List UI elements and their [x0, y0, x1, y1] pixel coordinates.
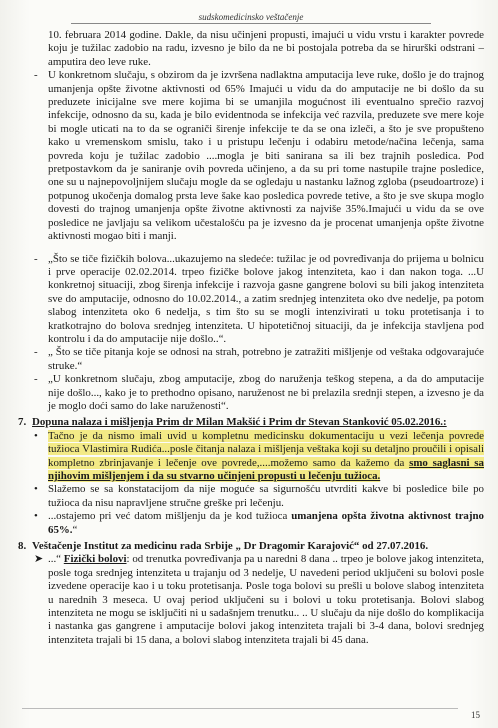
dash-marker: - — [34, 252, 38, 265]
section-number: 7. — [18, 416, 27, 429]
section-7-bullet-1 — [18, 430, 484, 484]
bold-conclusion: smo saglasni sa njihovim mišljenjem i da su stvarno učinjeni propusti u lečenju tužioca. — [48, 456, 484, 482]
document-body — [18, 29, 484, 647]
dash-marker: - — [34, 346, 38, 359]
section-8-bullet-1 — [18, 553, 484, 647]
quoted-opinion-disfigurement — [18, 373, 484, 413]
quoted-opinion-text: U konkretnom slučaju, s obzirom da je izvršena nadlaktna amputacija leve ruke, došlo je do trajnog umanjenja opšte životne aktivnosti od 65% Imajući u vidu da do amputacije ne bi došlo da su preduzete inicijalne sve mere kojima bi se umanjila mogućnost ili eventualno sprečio razvoj infekcije, odnosno da su, kada je bilo evidentnoda se infekcija već razvila, preduzete sve mere koje bi mogle uticati na to da se ograniči širenje infekcije te da se ona izleči, a što je sve propušteno kako u vremenskom smislu, tako i u pristupu lečenju i odabiru metode/načina lečenja, sama povreda koju je tužilac zadobio ....mogla je biti sanirana sa ili bez trajnih posledica. Pod pretpostavkom da je saniranje ovih povreda učinjeno, a da su pri tome nastupile trajne posledice, one su u najnepovoljnijem slučaju mogle da se ogledaju u nastanku lažnog zgloba (pseudoartroze) i potpunog ukočenja domalog prsta leve šake kao posledica povrede tetive, a što je sve skupa moglo dovesti do trajnog umanjenja opšte životne aktivnosti za najviše 35%.Imajući u vidu da se ove posledice ne javljaju sa velikom učestalošću pa je izvesno da je procenat umanjenja opšte životne aktivnosti mogao biti i manji. — [48, 69, 484, 243]
page-number: 15 — [471, 710, 480, 720]
bullet-text: : od trenutka povređivanja pa u naredni 8 dana .. trpeo je bolove jakog intenziteta, posle toga srednjeg intenziteta u trajanju od 3 nedelje, U navedeni period uključeni su bolovi posle izvedene operacije kao i u toku protetisanja. Posle toga bolovi su prešli u bolove slabog intenziteta u narednih 3 meseca. U ovaj period uključeni su i bolovi u toku protetisanja. Bolovi slabog intenziteta ne mogu se isključiti ni u sadašnjem trenutku.. .. U slučaju da nije došlo do komplikacija i nastanka gas gangrene i amputacije bolovi jakog intenziteta trajali bi 3-4 dana, bolovi srednjeg intenziteta trajali bi 15 dana, a bolovi slabog intenziteta trajali bi 45 dana. — [48, 553, 485, 646]
quoted-opinion-pain — [18, 253, 484, 347]
bullet-marker: • — [34, 429, 38, 442]
bullet-marker: • — [34, 483, 38, 496]
paragraph-continuation: 10. februara 2014 godine. Dakle, da nisu učinjeni propusti, imajući u vidu vrstu i karakter povrede koju je tužilac zadobio na radu, izvesno je bilo da ne bi postojala potreba da se hirurški odstrani – amputira deo leve ruke. — [48, 29, 484, 68]
section-heading-7 — [18, 416, 484, 429]
bullet-marker: • — [34, 510, 38, 523]
dash-marker: - — [34, 373, 38, 386]
highlighted-text — [48, 430, 484, 482]
footer-divider — [22, 708, 458, 709]
section-7-bullet-3 — [18, 510, 484, 537]
bullet-text: Tačno je da nismo imali uvid u kompletnu medicinsku dokumentaciju u vezi lečenja povrede tužioca Vlastimira Rudića...posle čitanja nalaza i mišljenja veštaka koji su detaljno proučili i opisali kompletno zbrinjavanje i lečenje ove povrede,....možemo samo da kažemo da — [48, 429, 484, 469]
closing-quote: “ — [72, 523, 78, 536]
dash-marker: - — [34, 69, 38, 82]
bullet-text: ...ostajemo pri već datom mišljenju da je kod tužioca — [48, 510, 292, 523]
quoted-opinion-amputation — [18, 69, 484, 243]
quoted-opinion-text: „U konkretnom slučaju, zbog amputacije, zbog do naruženja teškog stepena, a da do amputacije nije došlo..., kako je to prethodno opisano, naruženost ne bi prelazila srednji stepen, a izvesno je da je moglo doći samo do lake naruženosti“. — [48, 373, 484, 412]
bold-term: Fizički bolovi — [63, 553, 127, 566]
running-header: sudskomedicinsko veštačenje — [71, 12, 431, 24]
quoted-opinion-fear — [18, 346, 484, 373]
section-number: 8. — [18, 540, 27, 553]
section-heading-8 — [18, 540, 484, 553]
section-7-bullet-2 — [18, 483, 484, 510]
bullet-text: Slažemo se sa konstatacijom da nije moguće sa sigurnošću utvrditi kakve bi posledice bile po tužioca da nisu napravljene stručne greške pri lečenju. — [48, 483, 484, 509]
bold-conclusion: umanjena opšta životna aktivnost trajno 65%. — [48, 510, 484, 536]
section-title: Veštačenje Institut za medicinu rada Srbije „ Dr Dragomir Karajović“ od 27.07.2016. — [32, 540, 429, 553]
quoted-opinion-text: „ Što se tiče pitanja koje se odnosi na strah, potrebno je zatražiti mišljenje od veštaka odgovarajuće struke.“ — [48, 346, 484, 372]
arrow-marker: ➤ — [34, 553, 44, 566]
quoted-opinion-text: „Što se tiče fizičkih bolova...ukazujemo na sledeće: tužilac je od povređivanja do prijema u bolnicu i prve operacije 02.02.2014. trpeo fizičke bolove jakog intenziteta, kao i dan nakon toga. ...U konkretnoj situaciji, zbog širenja infekcije i razvoja gasne gangrene bolovi su bili jakog intenziteta sve do amputacije, odnosno do 10.02.2014., a zatim srednjeg intenziteta oko dve nedelje, pa potom slabog intenziteta oko 6 nedelja, s tim što su se mogli intenzivirati u toku protetisanja i to kratkotrajno do bolova srednjeg intenziteta. U hipotetičnoj situaciji, da je infekcija stavljena pod kontrolu i da do amputacije nije došlo..“. — [48, 252, 484, 345]
section-title: Dopuna nalaza i mišljenja Prim dr Milan Makšić i Prim dr Stevan Stanković 05.02.2016.: — [32, 416, 447, 429]
bullet-lead: ...“ — [48, 553, 64, 566]
